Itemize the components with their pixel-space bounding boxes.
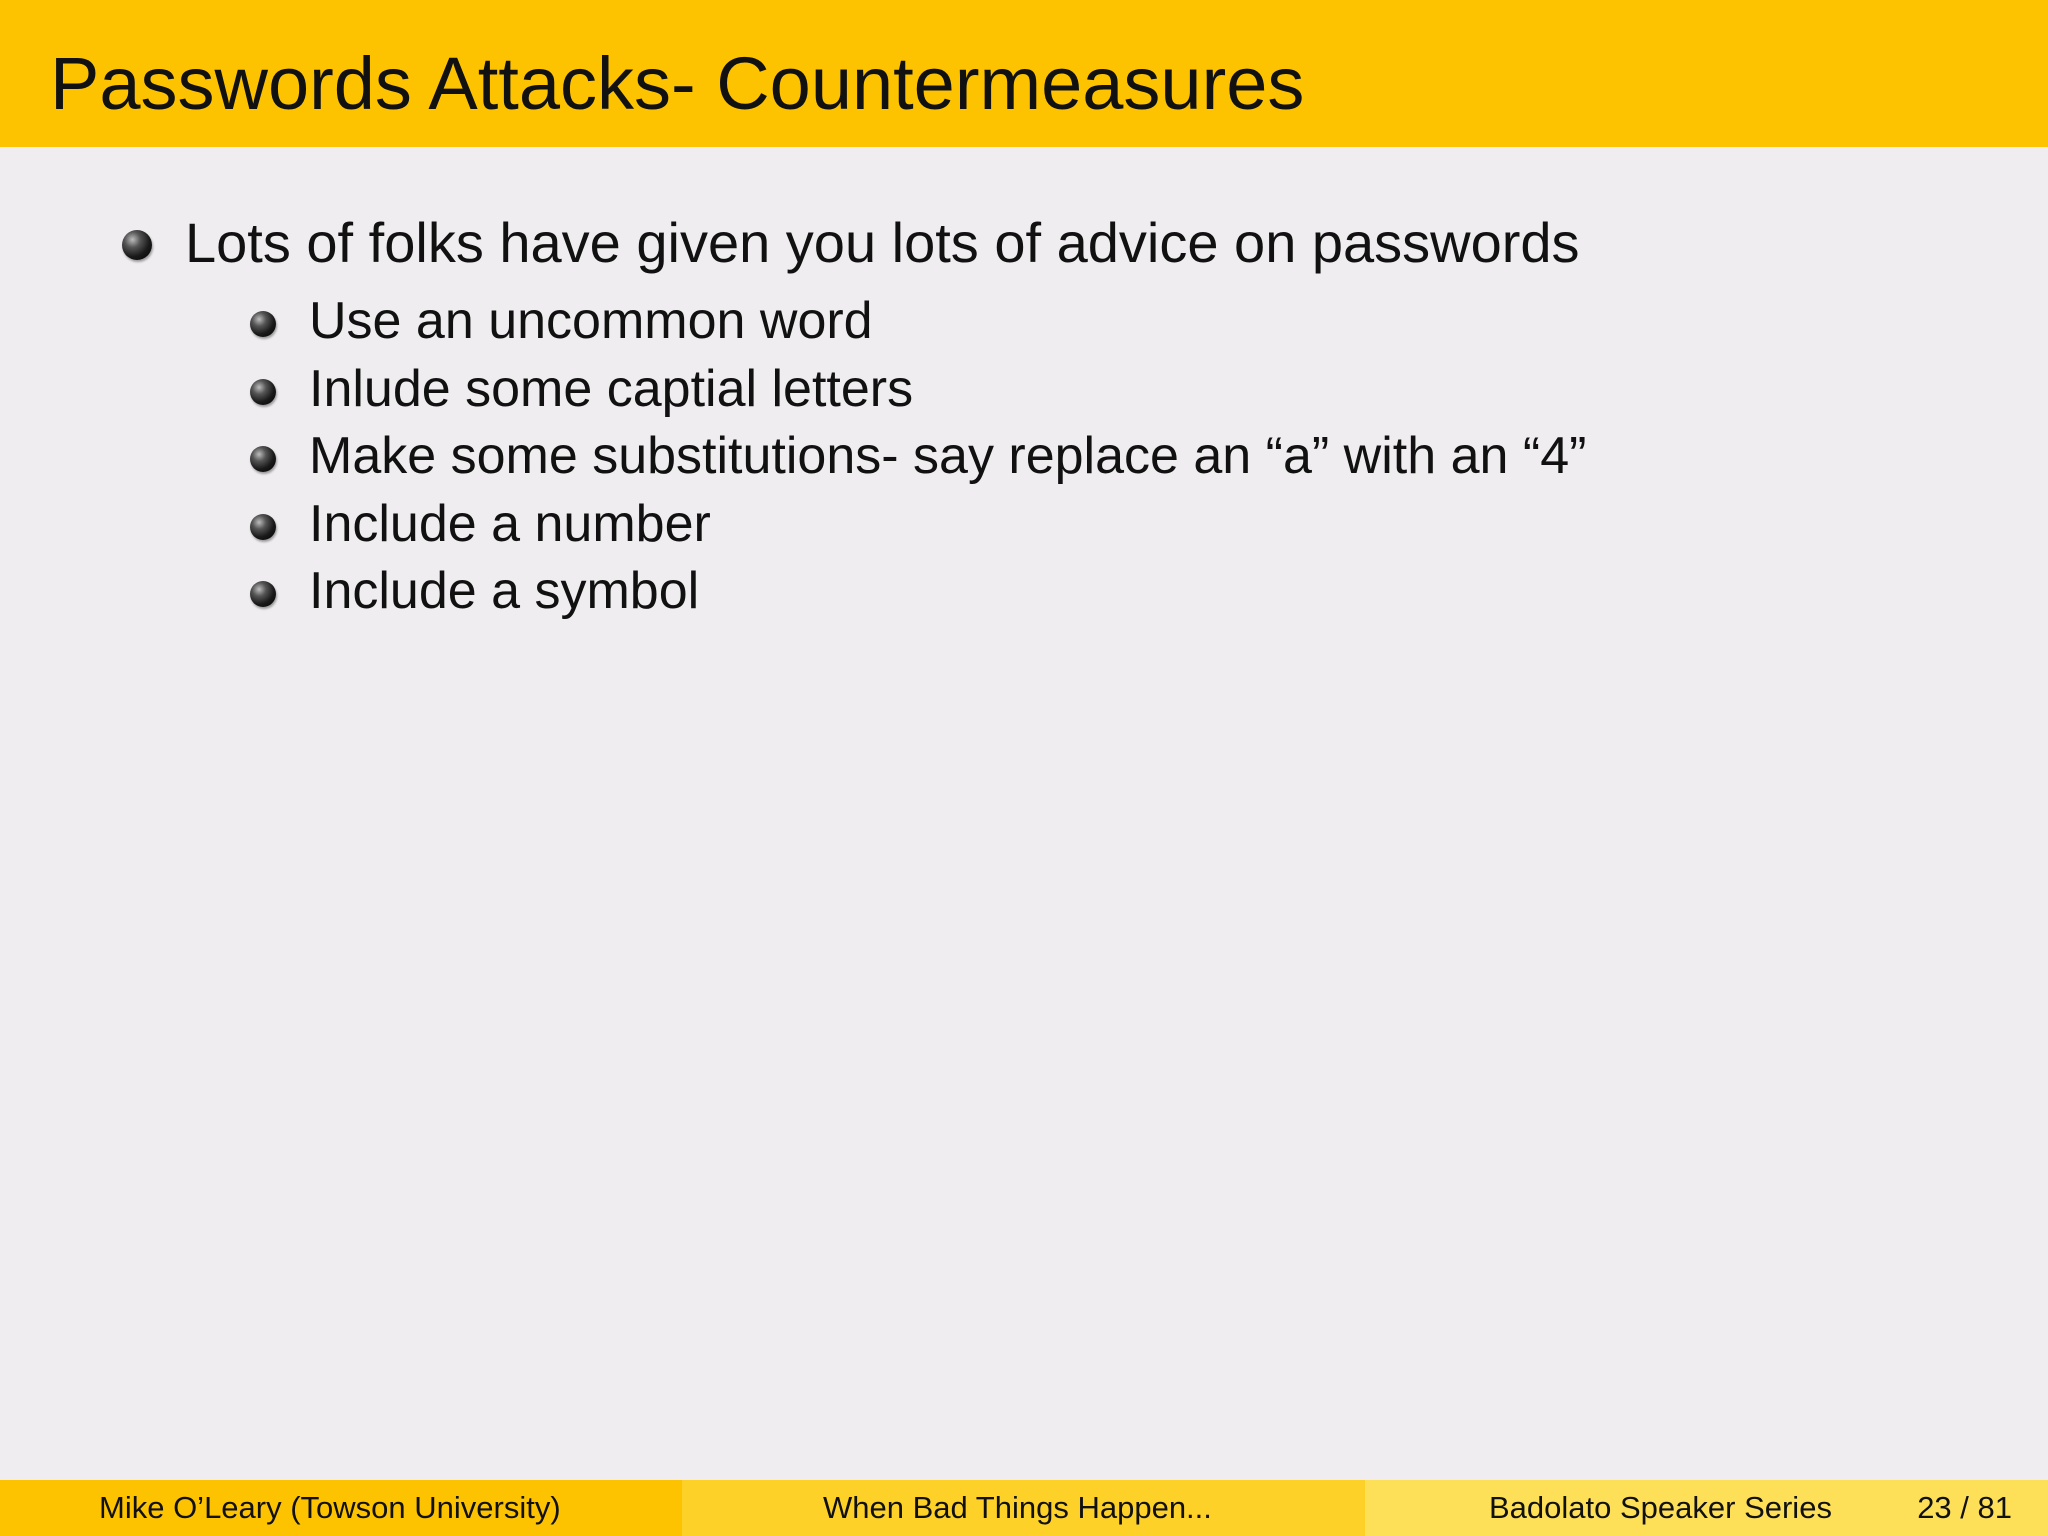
page-number: 23 / 81	[1917, 1490, 2012, 1525]
sub-bullet-text: Inlude some captial letters	[309, 360, 914, 418]
sub-bullet-text: Use an uncommon word	[309, 292, 873, 350]
footer-talk-title: When Bad Things Happen...	[823, 1490, 1212, 1525]
footer-title-section	[682, 1480, 1365, 1536]
bullet-ball-icon	[250, 514, 276, 540]
footer-series: Badolato Speaker Series	[1489, 1490, 1832, 1525]
bullet-ball-icon	[250, 379, 276, 405]
bullet-ball-icon	[250, 581, 276, 607]
footer-author: Mike O’Leary (Towson University)	[99, 1490, 561, 1525]
footer-series-section	[1365, 1480, 2048, 1536]
bullet-ball-icon	[250, 446, 276, 472]
bullet-ball-icon	[250, 311, 276, 337]
slide-footer	[0, 1480, 2048, 1536]
slide-title: Passwords Attacks- Countermeasures	[50, 42, 1305, 125]
footer-author-section	[0, 1480, 682, 1536]
sub-bullet-text: Include a number	[309, 495, 711, 553]
sub-bullet-text: Include a symbol	[309, 562, 700, 620]
bullet-text: Lots of folks have given you lots of advice on passwords	[185, 211, 1580, 274]
bullet-ball-icon	[122, 230, 152, 260]
sub-bullet-text: Make some substitutions- say replace an “a” with an “4”	[309, 427, 1587, 485]
